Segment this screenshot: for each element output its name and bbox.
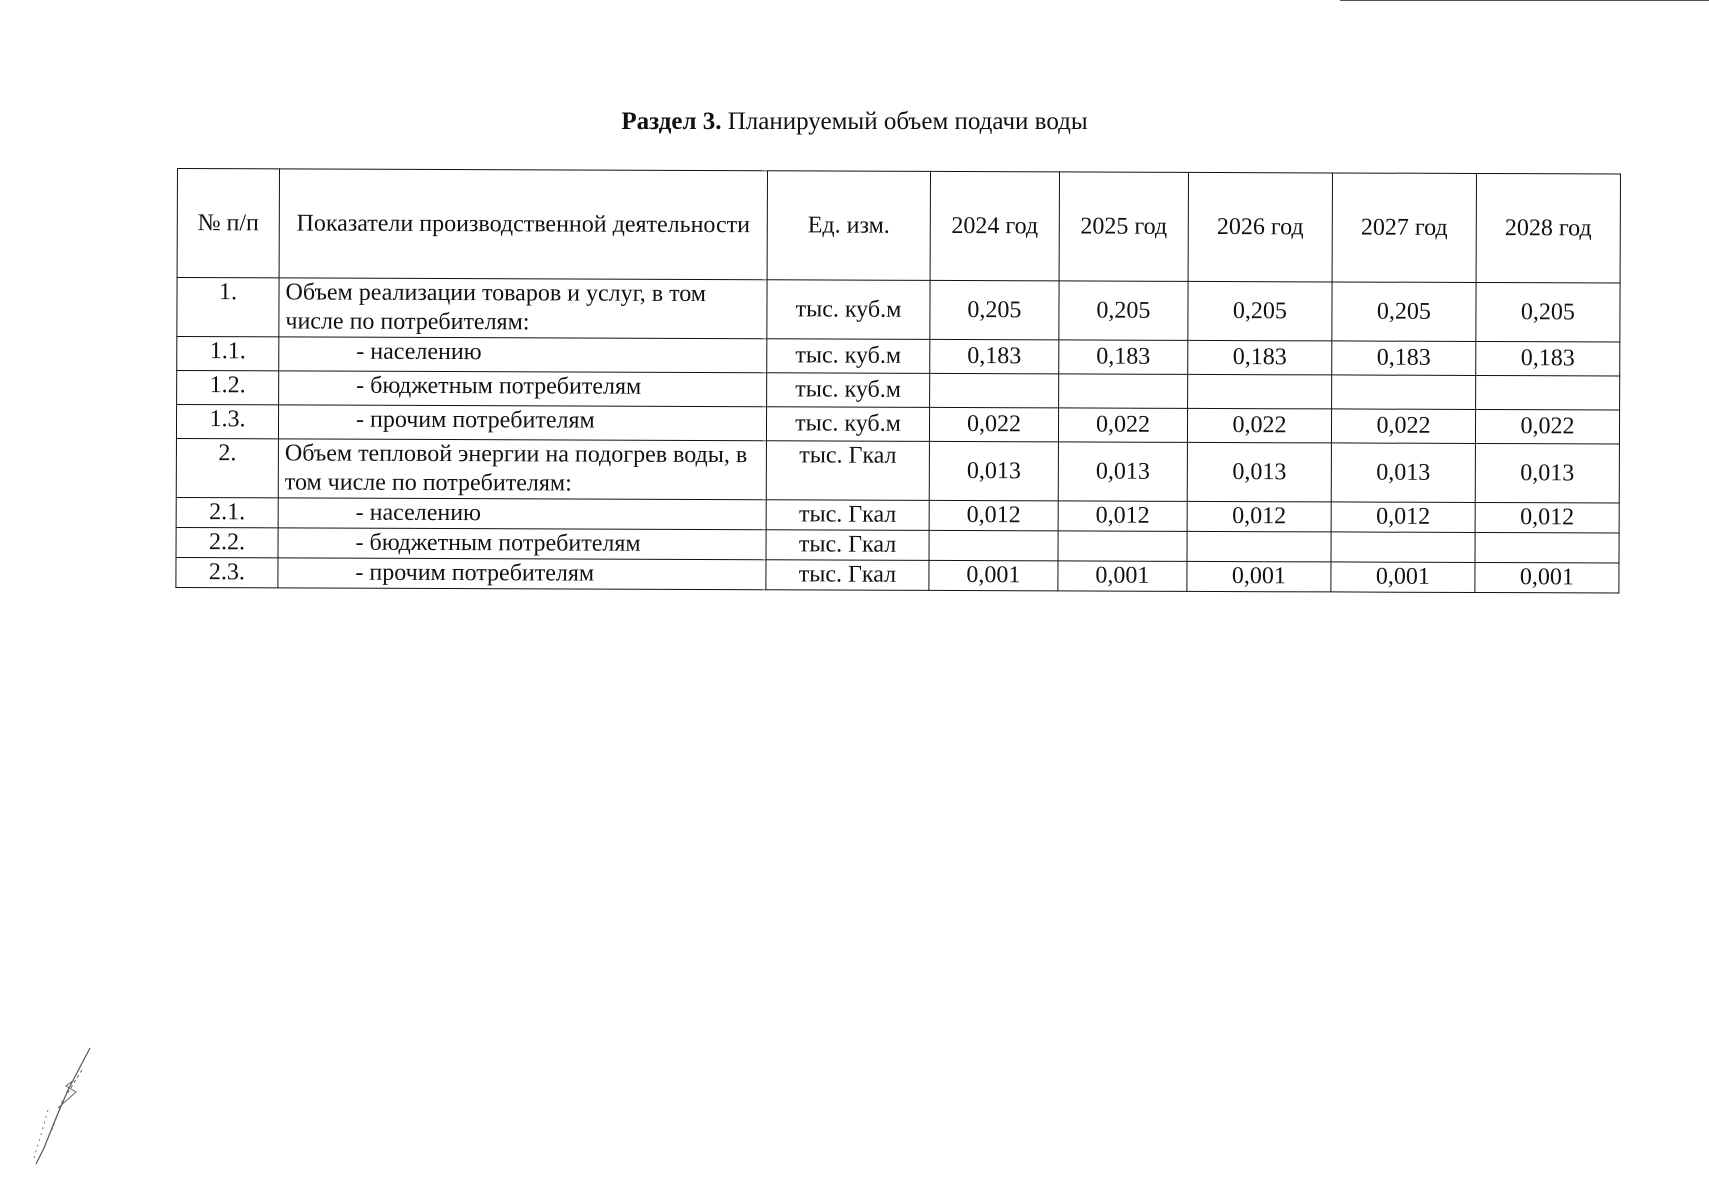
value-2027: 0,022: [1331, 409, 1475, 444]
header-cell-2025: 2025 год: [1059, 172, 1188, 281]
header-row: [177, 169, 1620, 284]
row-label: Объем тепловой энергии на подогрев воды, в том числе по потребителям:: [278, 439, 766, 500]
page-title: [0, 108, 1709, 136]
signature-mark: [18, 1040, 98, 1170]
value-2027: 0,013: [1331, 443, 1475, 503]
row-label: - прочим потребителям: [278, 558, 766, 590]
value-2028: [1476, 375, 1620, 410]
row-unit: тыс. Гкал: [766, 500, 929, 531]
row-number: 2.: [176, 438, 278, 497]
value-2028: 0,013: [1475, 443, 1619, 503]
table-row: [177, 278, 1620, 343]
row-unit: тыс. Гкал: [766, 560, 929, 591]
value-2024: 0,205: [930, 280, 1059, 339]
value-2025: 0,183: [1059, 340, 1188, 374]
row-label: Объем реализации товаров и услуг, в том числе по потребителям:: [279, 278, 767, 339]
water-supply-table-wrapper: [175, 168, 1621, 594]
value-2028: 0,183: [1476, 341, 1620, 376]
header-cell-2027: 2027 год: [1332, 173, 1476, 283]
row-label: - бюджетным потребителям: [278, 528, 766, 560]
header-cell-indicator: Показатели производственной деятельности: [279, 169, 767, 280]
table-row: [176, 405, 1619, 445]
row-number: 2.1.: [176, 497, 278, 527]
value-2026: 0,205: [1188, 281, 1332, 341]
value-2026: 0,012: [1187, 501, 1331, 532]
header-cell-unit: Ед. изм.: [767, 171, 930, 281]
row-unit: тыс. куб.м: [767, 339, 930, 374]
row-number: 2.2.: [176, 527, 278, 557]
row-unit: тыс. Гкал: [766, 530, 929, 561]
value-2027: 0,001: [1331, 562, 1475, 593]
value-2026: 0,022: [1187, 408, 1331, 443]
header-cell-2026: 2026 год: [1188, 172, 1332, 282]
value-2025: [1058, 531, 1187, 561]
value-2028: 0,012: [1475, 502, 1619, 533]
value-2026: [1187, 531, 1331, 562]
header-cell-number: № п/п: [177, 169, 279, 278]
value-2027: 0,183: [1332, 341, 1476, 376]
value-2026: 0,013: [1187, 442, 1331, 502]
value-2027: 0,205: [1332, 282, 1476, 342]
row-unit: тыс. куб.м: [767, 280, 930, 340]
section-number: Раздел 3.: [621, 108, 722, 135]
row-label: - населению: [278, 498, 766, 530]
value-2024: 0,022: [929, 407, 1058, 441]
value-2028: 0,022: [1475, 409, 1619, 444]
value-2025: 0,205: [1059, 281, 1188, 340]
row-unit: тыс. куб.м: [766, 407, 929, 442]
row-unit: тыс. Гкал: [766, 441, 929, 501]
value-2025: 0,013: [1058, 442, 1187, 501]
value-2027: 0,012: [1331, 502, 1475, 533]
header-cell-2028: 2028 год: [1476, 173, 1620, 283]
table-row: [176, 527, 1619, 563]
water-supply-table: [175, 168, 1621, 594]
value-2027: [1332, 375, 1476, 410]
row-label: - населению: [279, 337, 767, 373]
value-2027: [1331, 532, 1475, 563]
row-label: - прочим потребителям: [278, 405, 766, 441]
row-unit: тыс. куб.м: [767, 373, 930, 408]
value-2024: 0,012: [929, 500, 1058, 530]
value-2024: [930, 373, 1059, 407]
section-title: Планируемый объем подачи воды: [721, 108, 1088, 135]
table-row: [176, 438, 1619, 503]
table-row: [177, 337, 1620, 377]
value-2025: 0,001: [1058, 561, 1187, 591]
table-row: [176, 557, 1619, 593]
row-number: 1.2.: [177, 371, 279, 405]
value-2025: 0,022: [1058, 408, 1187, 442]
row-number: 1.1.: [177, 337, 279, 371]
table-row: [176, 497, 1619, 533]
value-2024: [929, 530, 1058, 560]
value-2025: [1059, 374, 1188, 408]
value-2026: 0,183: [1188, 340, 1332, 375]
scan-edge-line: [1340, 0, 1709, 1]
value-2024: 0,013: [929, 441, 1058, 500]
value-2028: 0,001: [1475, 562, 1619, 593]
value-2028: [1475, 532, 1619, 563]
value-2024: 0,183: [930, 339, 1059, 373]
value-2024: 0,001: [929, 560, 1058, 590]
value-2025: 0,012: [1058, 501, 1187, 531]
value-2026: [1188, 374, 1332, 409]
header-cell-2024: 2024 год: [930, 171, 1059, 280]
row-number: 2.3.: [176, 557, 278, 587]
row-number: 1.: [177, 278, 279, 337]
row-label: - бюджетным потребителям: [279, 371, 767, 407]
value-2026: 0,001: [1187, 561, 1331, 592]
value-2028: 0,205: [1476, 282, 1620, 342]
table-row: [177, 371, 1620, 411]
row-number: 1.3.: [176, 405, 278, 439]
